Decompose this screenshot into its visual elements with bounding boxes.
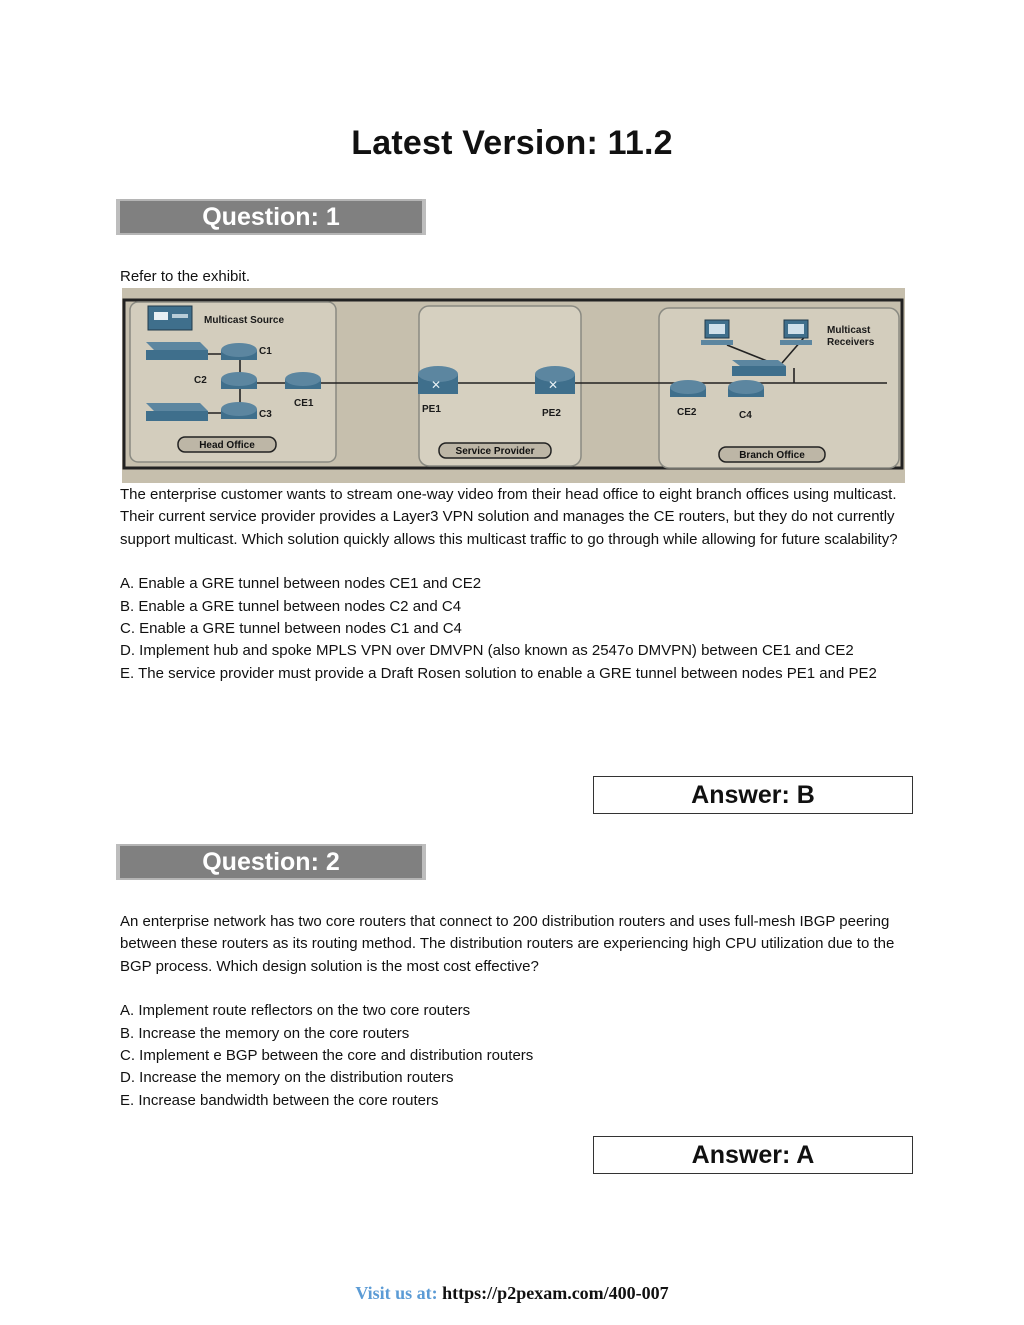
- svg-text:Multicast Source: Multicast Source: [204, 315, 285, 326]
- svg-text:CE1: CE1: [294, 398, 314, 409]
- question-2-option-e: E. Increase bandwidth between the core routers: [120, 1091, 439, 1109]
- question-2-heading: Question: 2: [116, 844, 426, 880]
- head-switch-bottom-icon: [146, 403, 208, 421]
- receiver-pc-1-icon: [701, 320, 733, 345]
- svg-text:✕: ✕: [431, 378, 442, 392]
- question-1-option-e: E. The service provider must provide a Draft Rosen solution to enable a GRE tunnel between nodes PE1 and PE2: [120, 664, 877, 682]
- svg-text:Service Provider: Service Provider: [455, 446, 535, 457]
- router-ce1-icon: [285, 372, 321, 389]
- multicast-source-icon: [148, 306, 192, 330]
- footer-link[interactable]: https://p2pexam.com/400-007: [442, 1283, 669, 1303]
- question-2-answer: Answer: A: [593, 1136, 913, 1174]
- head-office-label: [178, 437, 276, 452]
- router-c4-icon: [728, 380, 764, 397]
- svg-text:CE2: CE2: [677, 407, 697, 418]
- question-1-answer: Answer: B: [593, 776, 913, 814]
- svg-text:C1: C1: [259, 346, 272, 357]
- question-2-option-d: D. Increase the memory on the distribution routers: [120, 1069, 454, 1087]
- service-provider-label: [439, 443, 551, 458]
- network-exhibit: [122, 288, 905, 483]
- svg-text:PE1: PE1: [422, 404, 441, 415]
- router-pe1-icon: [418, 366, 458, 394]
- page-title: Latest Version: 11.2: [351, 124, 673, 162]
- question-1-option-b: B. Enable a GRE tunnel between nodes C2 and C4: [120, 597, 462, 615]
- router-pe2-icon: [535, 366, 575, 394]
- footer: [0, 1283, 1024, 1304]
- receiver-pc-2-icon: [780, 320, 812, 345]
- svg-text:Multicast: Multicast: [827, 325, 871, 336]
- network-diagram: [122, 288, 905, 483]
- svg-text:Branch Office: Branch Office: [739, 450, 805, 461]
- svg-text:C2: C2: [194, 375, 207, 386]
- router-ce2-icon: [670, 380, 706, 397]
- router-c2-icon: [221, 372, 257, 389]
- footer-label: Visit us at:: [355, 1283, 438, 1303]
- svg-text:Head Office: Head Office: [199, 440, 255, 451]
- question-2-text: An enterprise network has two core routers that connect to 200 distribution routers and uses full-mesh IBGP peering between these routers as its routing method. The distribution routers are experiencing high CPU utilization due to the BGP process. Which design solution is the most cost effective?: [120, 913, 895, 975]
- question-2-option-a: A. Implement route reflectors on the two core routers: [120, 1002, 471, 1020]
- question-1-option-d: D. Implement hub and spoke MPLS VPN over DMVPN (also known as 2547o DMVPN) between CE1 and CE2: [120, 642, 854, 660]
- router-c3-icon: [221, 402, 257, 419]
- branch-office-label: [719, 447, 825, 462]
- question-2-body: [120, 911, 905, 1112]
- head-switch-top-icon: [146, 342, 208, 360]
- question-1-option-c: C. Enable a GRE tunnel between nodes C1 and C4: [120, 620, 462, 638]
- router-c1-icon: [221, 343, 257, 360]
- svg-text:PE2: PE2: [542, 408, 561, 419]
- svg-text:✕: ✕: [548, 378, 559, 392]
- svg-text:Receivers: Receivers: [827, 337, 875, 348]
- question-2-option-b: B. Increase the memory on the core routers: [120, 1024, 410, 1042]
- svg-text:C3: C3: [259, 409, 272, 420]
- question-1-heading: Question: 1: [116, 199, 426, 235]
- question-1-option-a: A. Enable a GRE tunnel between nodes CE1 and CE2: [120, 575, 482, 593]
- svg-text:C4: C4: [739, 410, 752, 421]
- question-1-body: [120, 484, 905, 685]
- question-1-text: The enterprise customer wants to stream one-way video from their head office to eight branch offices using multicast. Their current service provider provides a Layer3 VPN solution and manages the CE routers, but they do not currently support multicast. Which solution quickly allows this multicast traffic to go through while allowing for future scalability?: [120, 486, 898, 548]
- question-2-option-c: C. Implement e BGP between the core and distribution routers: [120, 1047, 534, 1065]
- question-1-intro: Refer to the exhibit.: [120, 268, 251, 285]
- branch-switch-icon: [732, 360, 786, 376]
